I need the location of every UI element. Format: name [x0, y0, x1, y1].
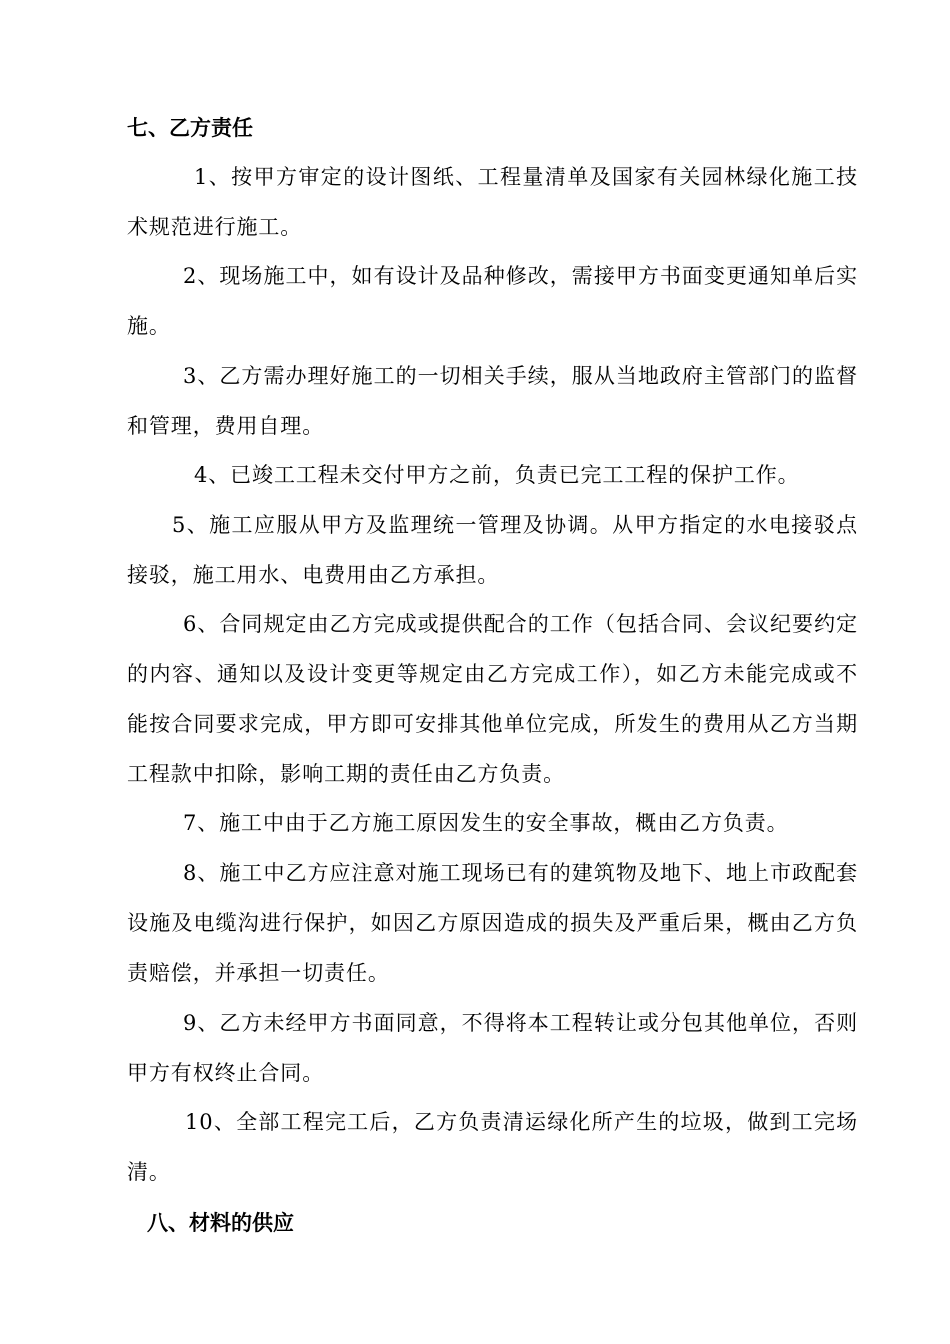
clause-7-4: 4、已竣工工程未交付甲方之前，负责已完工工程的保护工作。 — [194, 463, 800, 487]
clause-7-5: 5、施工应服从甲方及监理统一管理及协调。从甲方指定的水电接驳点接驳，施工用水、电费用由乙方承担。 — [127, 513, 858, 587]
clause-7-1: 1、按甲方审定的设计图纸、工程量清单及国家有关园林绿化施工技术规范进行施工。 — [127, 165, 858, 239]
section-7-heading: 七、乙方责任 — [127, 116, 253, 140]
section-8-heading: 八、材料的供应 — [147, 1211, 294, 1235]
clause-7-8: 8、施工中乙方应注意对施工现场已有的建筑物及地下、地上市政配套设施及电缆沟进行保护，如因乙方原因造成的损失及严重后果，概由乙方负责赔偿，并承担一切责任。 — [127, 861, 858, 985]
clause-7-9: 9、乙方未经甲方书面同意，不得将本工程转让或分包其他单位，否则甲方有权终止合同。 — [127, 1011, 858, 1085]
clause-7-2: 2、现场施工中，如有设计及品种修改，需接甲方书面变更通知单后实施。 — [127, 264, 858, 338]
clause-7-3: 3、乙方需办理好施工的一切相关手续，服从当地政府主管部门的监督和管理，费用自理。 — [127, 364, 858, 438]
clause-7-6: 6、合同规定由乙方完成或提供配合的工作（包括合同、会议纪要约定的内容、通知以及设计变更等规定由乙方完成工作），如乙方未能完成或不能按合同要求完成，甲方即可安排其他单位完成，所发生的费用从乙方当期工程款中扣除，影响工期的责任由乙方负责。 — [127, 612, 858, 786]
clause-7-10: 10、全部工程完工后，乙方负责清运绿化所产生的垃圾，做到工完场清。 — [127, 1110, 858, 1184]
clause-7-7: 7、施工中由于乙方施工原因发生的安全事故，概由乙方负责。 — [183, 811, 789, 835]
